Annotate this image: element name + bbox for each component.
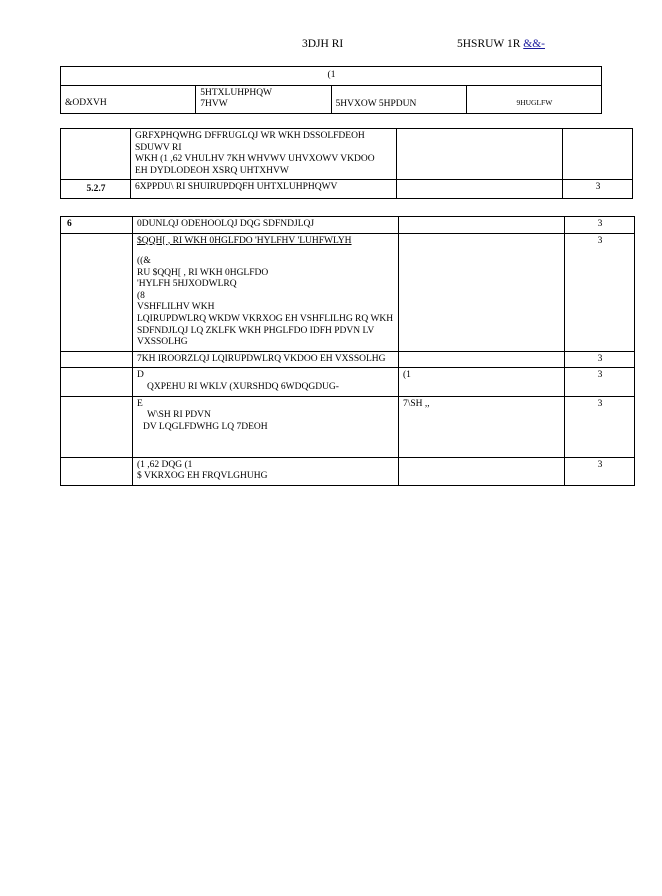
cell-verdict: 3 bbox=[565, 233, 635, 351]
cell-verdict: 3 bbox=[565, 351, 635, 368]
requirement-line: (8 bbox=[137, 290, 145, 301]
cell-result bbox=[397, 129, 563, 180]
column-header-requirement-line2: 7HVW bbox=[200, 99, 228, 110]
cell-verdict: 3 bbox=[565, 368, 635, 396]
cell-requirement: 6XPPDU\ RI SHUIRUPDQFH UHTXLUHPHQWV bbox=[131, 180, 397, 199]
requirement-line: E bbox=[137, 398, 143, 409]
cell-verdict: 3 bbox=[565, 457, 635, 485]
requirement-line: VXSSOLHG bbox=[137, 337, 188, 348]
cell-verdict: 3 bbox=[565, 396, 635, 457]
table-clause-527 bbox=[60, 128, 633, 199]
table-row bbox=[61, 233, 635, 351]
requirement-line: D bbox=[137, 370, 144, 381]
table-clause-6-marking bbox=[60, 216, 635, 486]
spacer bbox=[137, 247, 395, 256]
table-row bbox=[61, 217, 635, 234]
table-row bbox=[61, 457, 635, 485]
cell-clause bbox=[61, 233, 133, 351]
cell-clause bbox=[61, 457, 133, 485]
header-report-no bbox=[457, 38, 545, 50]
table-row bbox=[61, 180, 633, 199]
cell-requirement: 7KH IROORZLQJ LQIRUPDWLRQ VKDOO EH VXSSOLHG bbox=[133, 351, 399, 368]
requirement-line: 'HYLFH 5HJXODWLRQ bbox=[137, 279, 237, 290]
requirement-line: (1 ,62 DQG (1 bbox=[137, 459, 193, 470]
table-row bbox=[61, 85, 602, 113]
cell-verdict bbox=[563, 129, 633, 180]
table-row bbox=[61, 396, 635, 457]
table-row bbox=[61, 368, 635, 396]
table-row bbox=[61, 67, 602, 86]
requirement-line: W\SH RI PDVN bbox=[147, 410, 211, 421]
cell-result bbox=[399, 233, 565, 351]
requirement-line: QXPEHU RI WKLV (XURSHDQ 6WDQGDUG- bbox=[147, 381, 339, 392]
cell-verdict: 3 bbox=[563, 180, 633, 199]
column-header-requirement bbox=[196, 85, 331, 113]
cell-requirement bbox=[133, 233, 399, 351]
cell-requirement bbox=[133, 368, 399, 396]
cell-requirement: 0DUNLQJ ODEHOOLQJ DQG SDFNDJLQJ bbox=[133, 217, 399, 234]
column-header-result: 5HVXOW 5HPDUN bbox=[331, 85, 466, 113]
cell-clause bbox=[61, 396, 133, 457]
requirement-line: WKH (1 ,62 VHULHV 7KH WHVWV UHVXOWV VKDOO bbox=[135, 154, 375, 165]
cell-clause: 5.2.7 bbox=[61, 180, 131, 199]
requirement-line: LQIRUPDWLRQ WKDW VKRXOG EH VSHFLILHG RQ WKH bbox=[137, 314, 394, 325]
header-report-no-value: &&- bbox=[523, 38, 545, 50]
requirement-line: $ VKRXOG EH FRQVLGHUHG bbox=[137, 471, 268, 482]
header-page-of: 3DJH RI bbox=[302, 38, 344, 50]
requirement-line: EH DYDLODEOH XSRQ UHTXHVW bbox=[135, 165, 289, 176]
cell-clause: 6 bbox=[61, 217, 133, 234]
requirement-line: DV LQGLFDWHG LQ 7DEOH bbox=[143, 421, 268, 432]
requirement-line-annex: $QQH[ , RI WKH 0HGLFDO 'HYLFHV 'LUHFWLYH bbox=[137, 235, 352, 246]
cell-result bbox=[397, 180, 563, 199]
cell-result bbox=[399, 457, 565, 485]
en-standard-header: (1 bbox=[61, 67, 602, 86]
requirement-line: VSHFLILHV WKH bbox=[137, 302, 215, 313]
requirement-line: RU $QQH[ , RI WKH 0HGLFDO bbox=[137, 267, 269, 278]
header-report-no-label: 5HSRUW 1R bbox=[457, 38, 521, 50]
page-header bbox=[0, 38, 662, 56]
column-header-clause: &ODXVH bbox=[61, 85, 196, 113]
cell-result: 7\SH ,, bbox=[399, 396, 565, 457]
cell-verdict: 3 bbox=[565, 217, 635, 234]
column-header-requirement-line1: 5HTXLUHPHQW bbox=[200, 87, 273, 98]
table-row bbox=[61, 351, 635, 368]
table-header-block bbox=[60, 66, 602, 114]
cell-requirement bbox=[133, 396, 399, 457]
cell-requirement bbox=[131, 129, 397, 180]
cell-clause bbox=[61, 129, 131, 180]
table-row bbox=[61, 129, 633, 180]
column-header-verdict: 9HUGLFW bbox=[466, 85, 601, 113]
cell-result bbox=[399, 217, 565, 234]
cell-requirement bbox=[133, 457, 399, 485]
requirement-line: GRFXPHQWHG DFFRUGLQJ WR WKH DSSOLFDEOH SDUWV RI bbox=[135, 131, 365, 153]
cell-result: (1 bbox=[399, 368, 565, 396]
requirement-line: SDFNDJLQJ LQ ZKLFK WKH PHGLFDO IDFH PDVN LV bbox=[137, 325, 375, 336]
requirement-line: ((& bbox=[137, 256, 151, 267]
cell-result bbox=[399, 351, 565, 368]
cell-clause bbox=[61, 368, 133, 396]
cell-clause bbox=[61, 351, 133, 368]
